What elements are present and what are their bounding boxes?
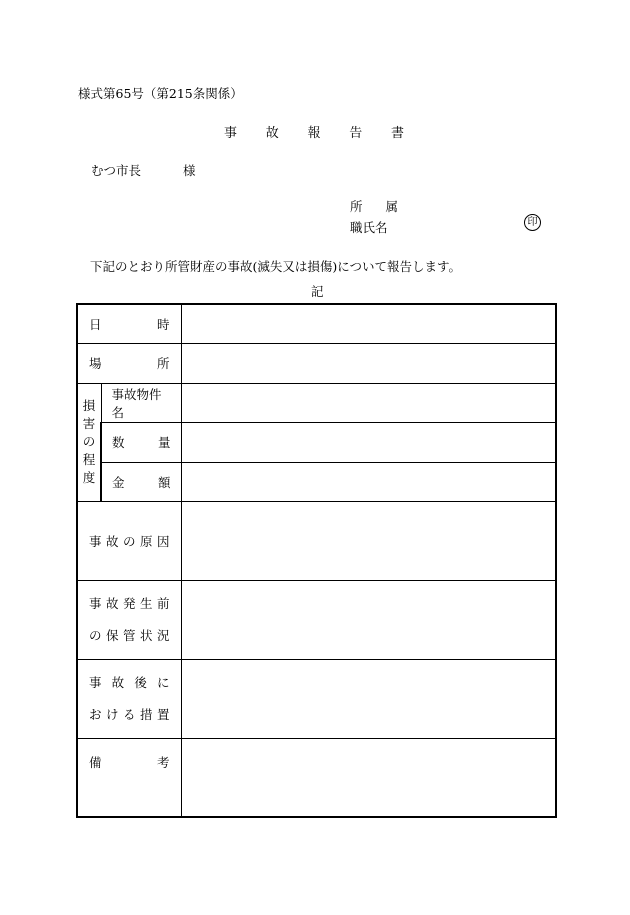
form-number: 様式第65号（第215条関係） bbox=[78, 86, 243, 101]
item-name-field[interactable] bbox=[181, 383, 556, 422]
item-name-label: 事故物件名 bbox=[101, 383, 181, 422]
datetime-field[interactable] bbox=[181, 304, 556, 343]
row-datetime bbox=[77, 304, 556, 343]
report-statement: 下記のとおり所管財産の事故(滅失又は損傷)について報告します。 bbox=[90, 259, 462, 274]
amount-field[interactable] bbox=[181, 462, 556, 501]
remarks-field[interactable] bbox=[181, 738, 556, 817]
storage-status-label: 事 故 発 生 前 の 保 管 状 況 bbox=[77, 580, 181, 659]
addressee-honorific: 様 bbox=[183, 163, 196, 178]
post-accident-measures-label: 事 故 後 に お け る 措 置 bbox=[77, 659, 181, 738]
quantity-field[interactable] bbox=[181, 422, 556, 462]
damage-extent-label: 損 害 の 程 度 bbox=[77, 383, 101, 501]
seal-icon: 印 bbox=[524, 214, 541, 231]
row-remarks bbox=[77, 738, 556, 817]
row-quantity bbox=[77, 422, 556, 462]
storage-status-field[interactable] bbox=[181, 580, 556, 659]
ki-label: 記 bbox=[311, 284, 324, 299]
post-accident-measures-field[interactable] bbox=[181, 659, 556, 738]
place-label: 場 所 bbox=[77, 343, 181, 383]
quantity-label: 数 量 bbox=[101, 422, 181, 462]
amount-label: 金 額 bbox=[101, 462, 181, 501]
row-amount bbox=[77, 462, 556, 501]
row-cause bbox=[77, 501, 556, 580]
name-title-label: 職氏名 bbox=[350, 220, 388, 235]
document-title: 事 故 報 告 書 bbox=[224, 126, 404, 141]
report-table bbox=[76, 303, 557, 818]
addressee-name: むつ市長 bbox=[91, 163, 142, 178]
cause-label: 事 故 の 原 因 bbox=[77, 501, 181, 580]
row-place bbox=[77, 343, 556, 383]
cause-field[interactable] bbox=[181, 501, 556, 580]
row-measures bbox=[77, 659, 556, 738]
row-storage bbox=[77, 580, 556, 659]
remarks-label: 備 考 bbox=[77, 738, 181, 817]
row-item-name bbox=[77, 383, 556, 422]
place-field[interactable] bbox=[181, 343, 556, 383]
datetime-label: 日 時 bbox=[77, 304, 181, 343]
affiliation-label: 所 属 bbox=[350, 199, 398, 214]
